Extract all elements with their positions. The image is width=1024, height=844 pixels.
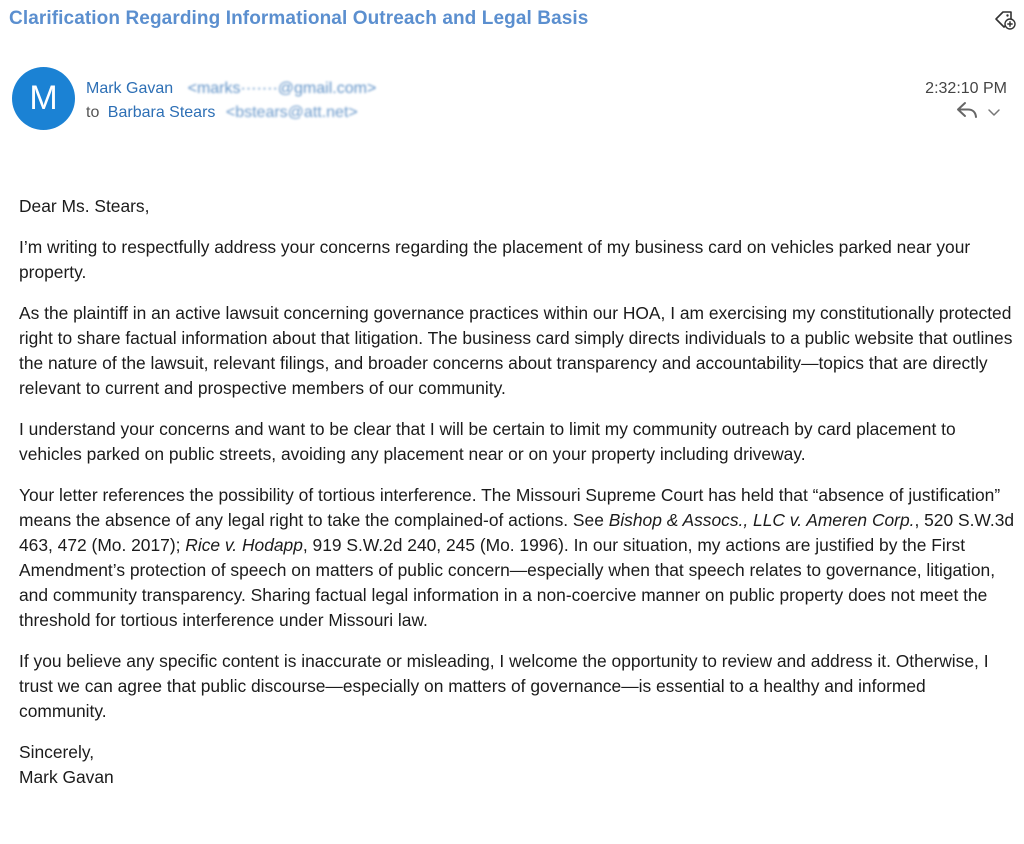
paragraph-4-text-a: Your letter references the possibility of tortious interference. The Missouri Supreme Court has held that “absence of justification” means the absence of any legal right to take the complained-of actions. See: [19, 485, 1001, 530]
paragraph-2: As the plaintiff in an active lawsuit concerning governance practices within our HOA, I am exercising my constitutionally protected right to share factual information about that litigation. The business card simply directs individuals to a public website that outlines the nature of the lawsuit, relevant filings, and broader concerns about transparency and accountability—topics that are directly relevant to current and prospective members of our community.: [19, 303, 1013, 398]
timestamp: 2:32:10 PM: [925, 80, 1007, 97]
recipient-line: [86, 104, 358, 122]
reply-icon[interactable]: [956, 101, 978, 119]
message-body: [19, 194, 1017, 790]
sender-address: <marks·······@gmail.com>: [187, 80, 377, 97]
case-citation-rice: Rice v. Hodapp: [185, 535, 303, 555]
email-subject: Clarification Regarding Informational Outreach and Legal Basis: [9, 8, 589, 29]
signature: Mark Gavan: [19, 767, 114, 787]
paragraph-1: I’m writing to respectfully address your concerns regarding the placement of my business card on vehicles parked near your property.: [19, 237, 971, 282]
recipient-name[interactable]: Barbara Stears: [107, 104, 216, 121]
chevron-down-icon[interactable]: [987, 104, 1001, 114]
sender-line: [86, 80, 376, 98]
tag-add-icon[interactable]: [993, 9, 1017, 31]
closing: Sincerely,: [19, 742, 95, 762]
paragraph-4-text-c: , 919 S.W.2d 240, 245 (Mo. 1996). In our situation, my actions are justified by the First Amendment’s protection of speech on matters of public concern—especially when that speech relates to governance, litigation, and community transparency. Sharing factual legal information in a non-coercive manner on public property does not meet the threshold for tortious interference under Missouri law.: [19, 535, 996, 630]
greeting: Dear Ms. Stears,: [19, 196, 150, 216]
recipient-address: <bstears@att.net>: [225, 104, 358, 121]
paragraph-4: [19, 483, 1017, 633]
avatar-letter: M: [29, 79, 58, 117]
case-citation-bishop: Bishop & Assocs., LLC v. Ameren Corp.: [608, 510, 915, 530]
paragraph-5: If you believe any specific content is inaccurate or misleading, I welcome the opportunity to review and address it. Otherwise, I trust we can agree that public discourse—especially on matters of governance—is essential to a healthy and informed community.: [19, 651, 989, 721]
sender-name[interactable]: Mark Gavan: [86, 80, 174, 97]
paragraph-4-text-b: , 520 S.W.3d 463, 472 (Mo. 2017);: [19, 510, 1015, 555]
avatar[interactable]: [12, 67, 75, 130]
paragraph-3: I understand your concerns and want to be clear that I will be certain to limit my community outreach by card placement to vehicles parked on public streets, avoiding any placement near or on your property including driveway.: [19, 419, 956, 464]
to-label: to: [86, 104, 100, 121]
